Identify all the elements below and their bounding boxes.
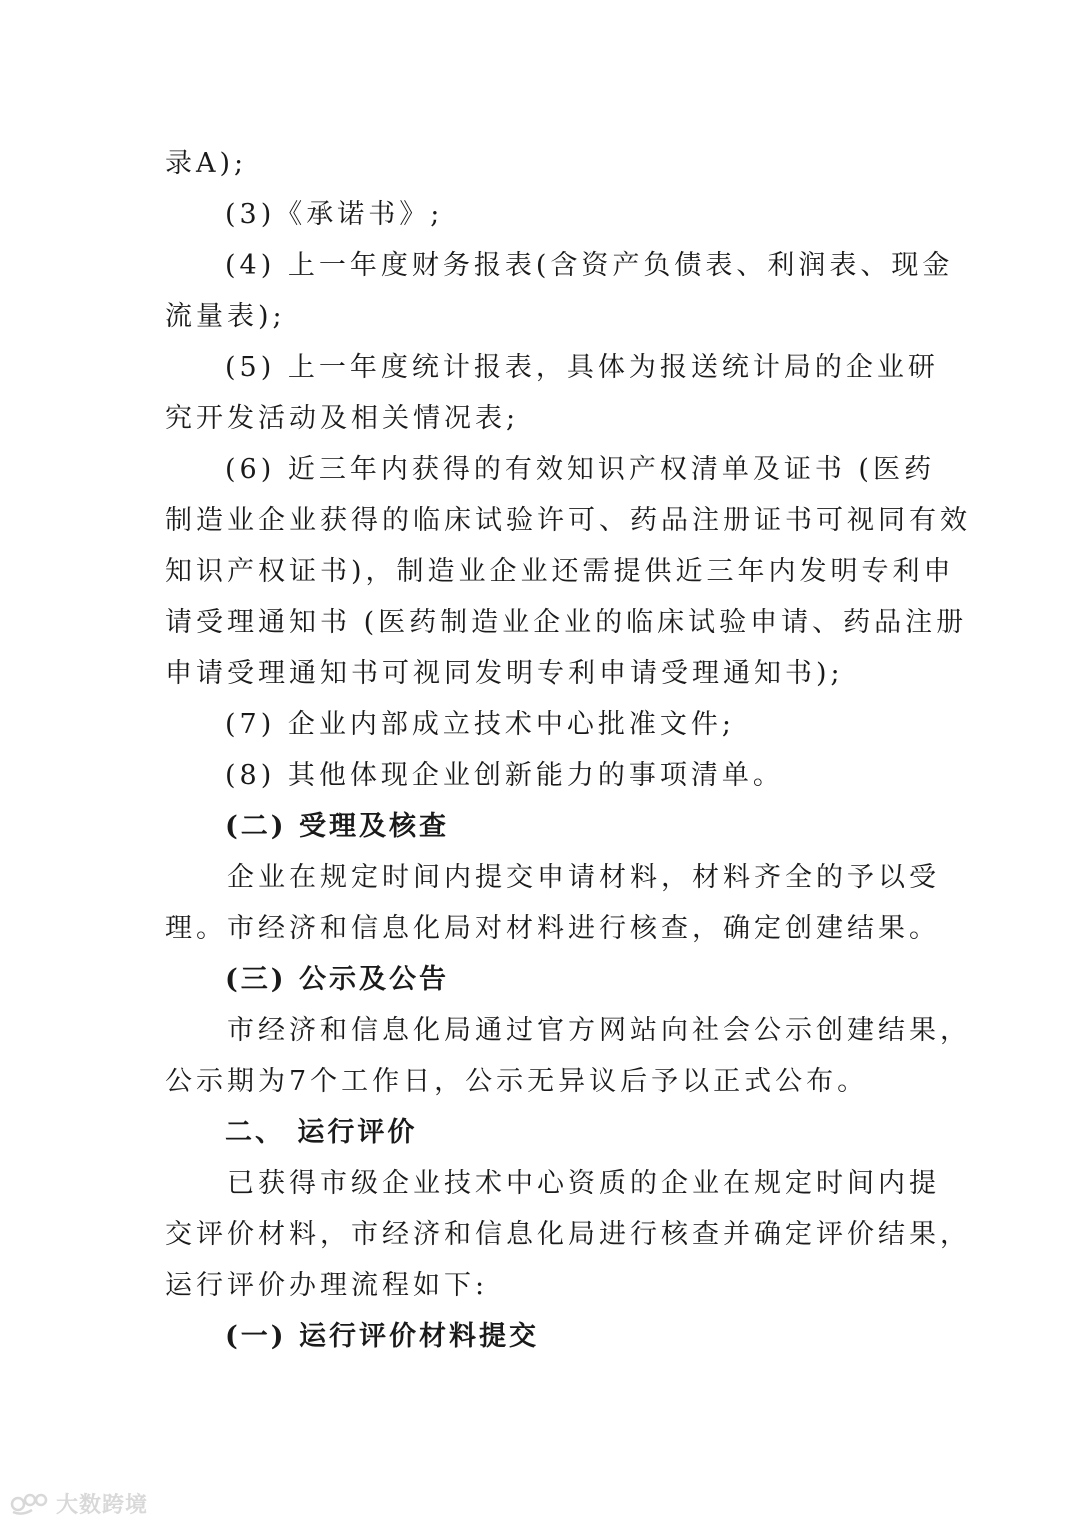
text-line: 录A);	[165, 148, 248, 179]
paragraph-line: 理。市经济和信息化局对材料进行核查，确定创建结果。	[165, 913, 940, 944]
list-item-5: (5) 上一年度统计报表，具体为报送统计局的企业研	[225, 352, 939, 383]
section-heading-submission: (一) 运行评价材料提交	[225, 1321, 539, 1352]
text-line: 流量表);	[165, 301, 286, 332]
document-body	[165, 138, 971, 1362]
watermark-text: 大数跨境	[56, 1492, 149, 1518]
list-item-7: (7) 企业内部成立技术中心批准文件;	[225, 709, 735, 740]
text-line: 请受理通知书 (医药制造业企业的临床试验申请、药品注册	[165, 607, 968, 638]
paragraph-line: 已获得市级企业技术中心资质的企业在规定时间内提	[227, 1168, 940, 1199]
list-item-4: (4) 上一年度财务报表(含资产负债表、利润表、现金	[225, 250, 954, 281]
paragraph-line: 交评价材料，市经济和信息化局进行核查并确定评价结果，	[165, 1219, 971, 1250]
text-line: 知识产权证书)，制造业企业还需提供近三年内发明专利申	[165, 556, 955, 587]
watermark	[10, 1488, 148, 1518]
list-item-8: (8) 其他体现企业创新能力的事项清单。	[225, 760, 784, 791]
paragraph-line: 企业在规定时间内提交申请材料，材料齐全的予以受	[227, 862, 940, 893]
list-item-6: (6) 近三年内获得的有效知识产权清单及证书 (医药	[225, 454, 935, 485]
text-line: 申请受理通知书可视同发明专利申请受理通知书);	[165, 658, 844, 689]
paragraph-line: 公示期为7个工作日，公示无异议后予以正式公布。	[165, 1066, 869, 1097]
list-item-3: (3)《承诺书》;	[225, 199, 444, 230]
paragraph-line: 运行评价办理流程如下:	[165, 1270, 489, 1301]
paragraph-line: 市经济和信息化局通过官方网站向社会公示创建结果，	[227, 1015, 971, 1046]
text-line: 究开发活动及相关情况表;	[165, 403, 520, 434]
brand-logo-icon	[10, 1490, 50, 1516]
text-line: 制造业企业获得的临床试验许可、药品注册证书可视同有效	[165, 505, 971, 536]
section-heading-publicity: (三) 公示及公告	[225, 964, 449, 995]
section-heading-evaluation: 二、 运行评价	[225, 1117, 418, 1148]
section-heading-review: (二) 受理及核查	[225, 811, 449, 842]
